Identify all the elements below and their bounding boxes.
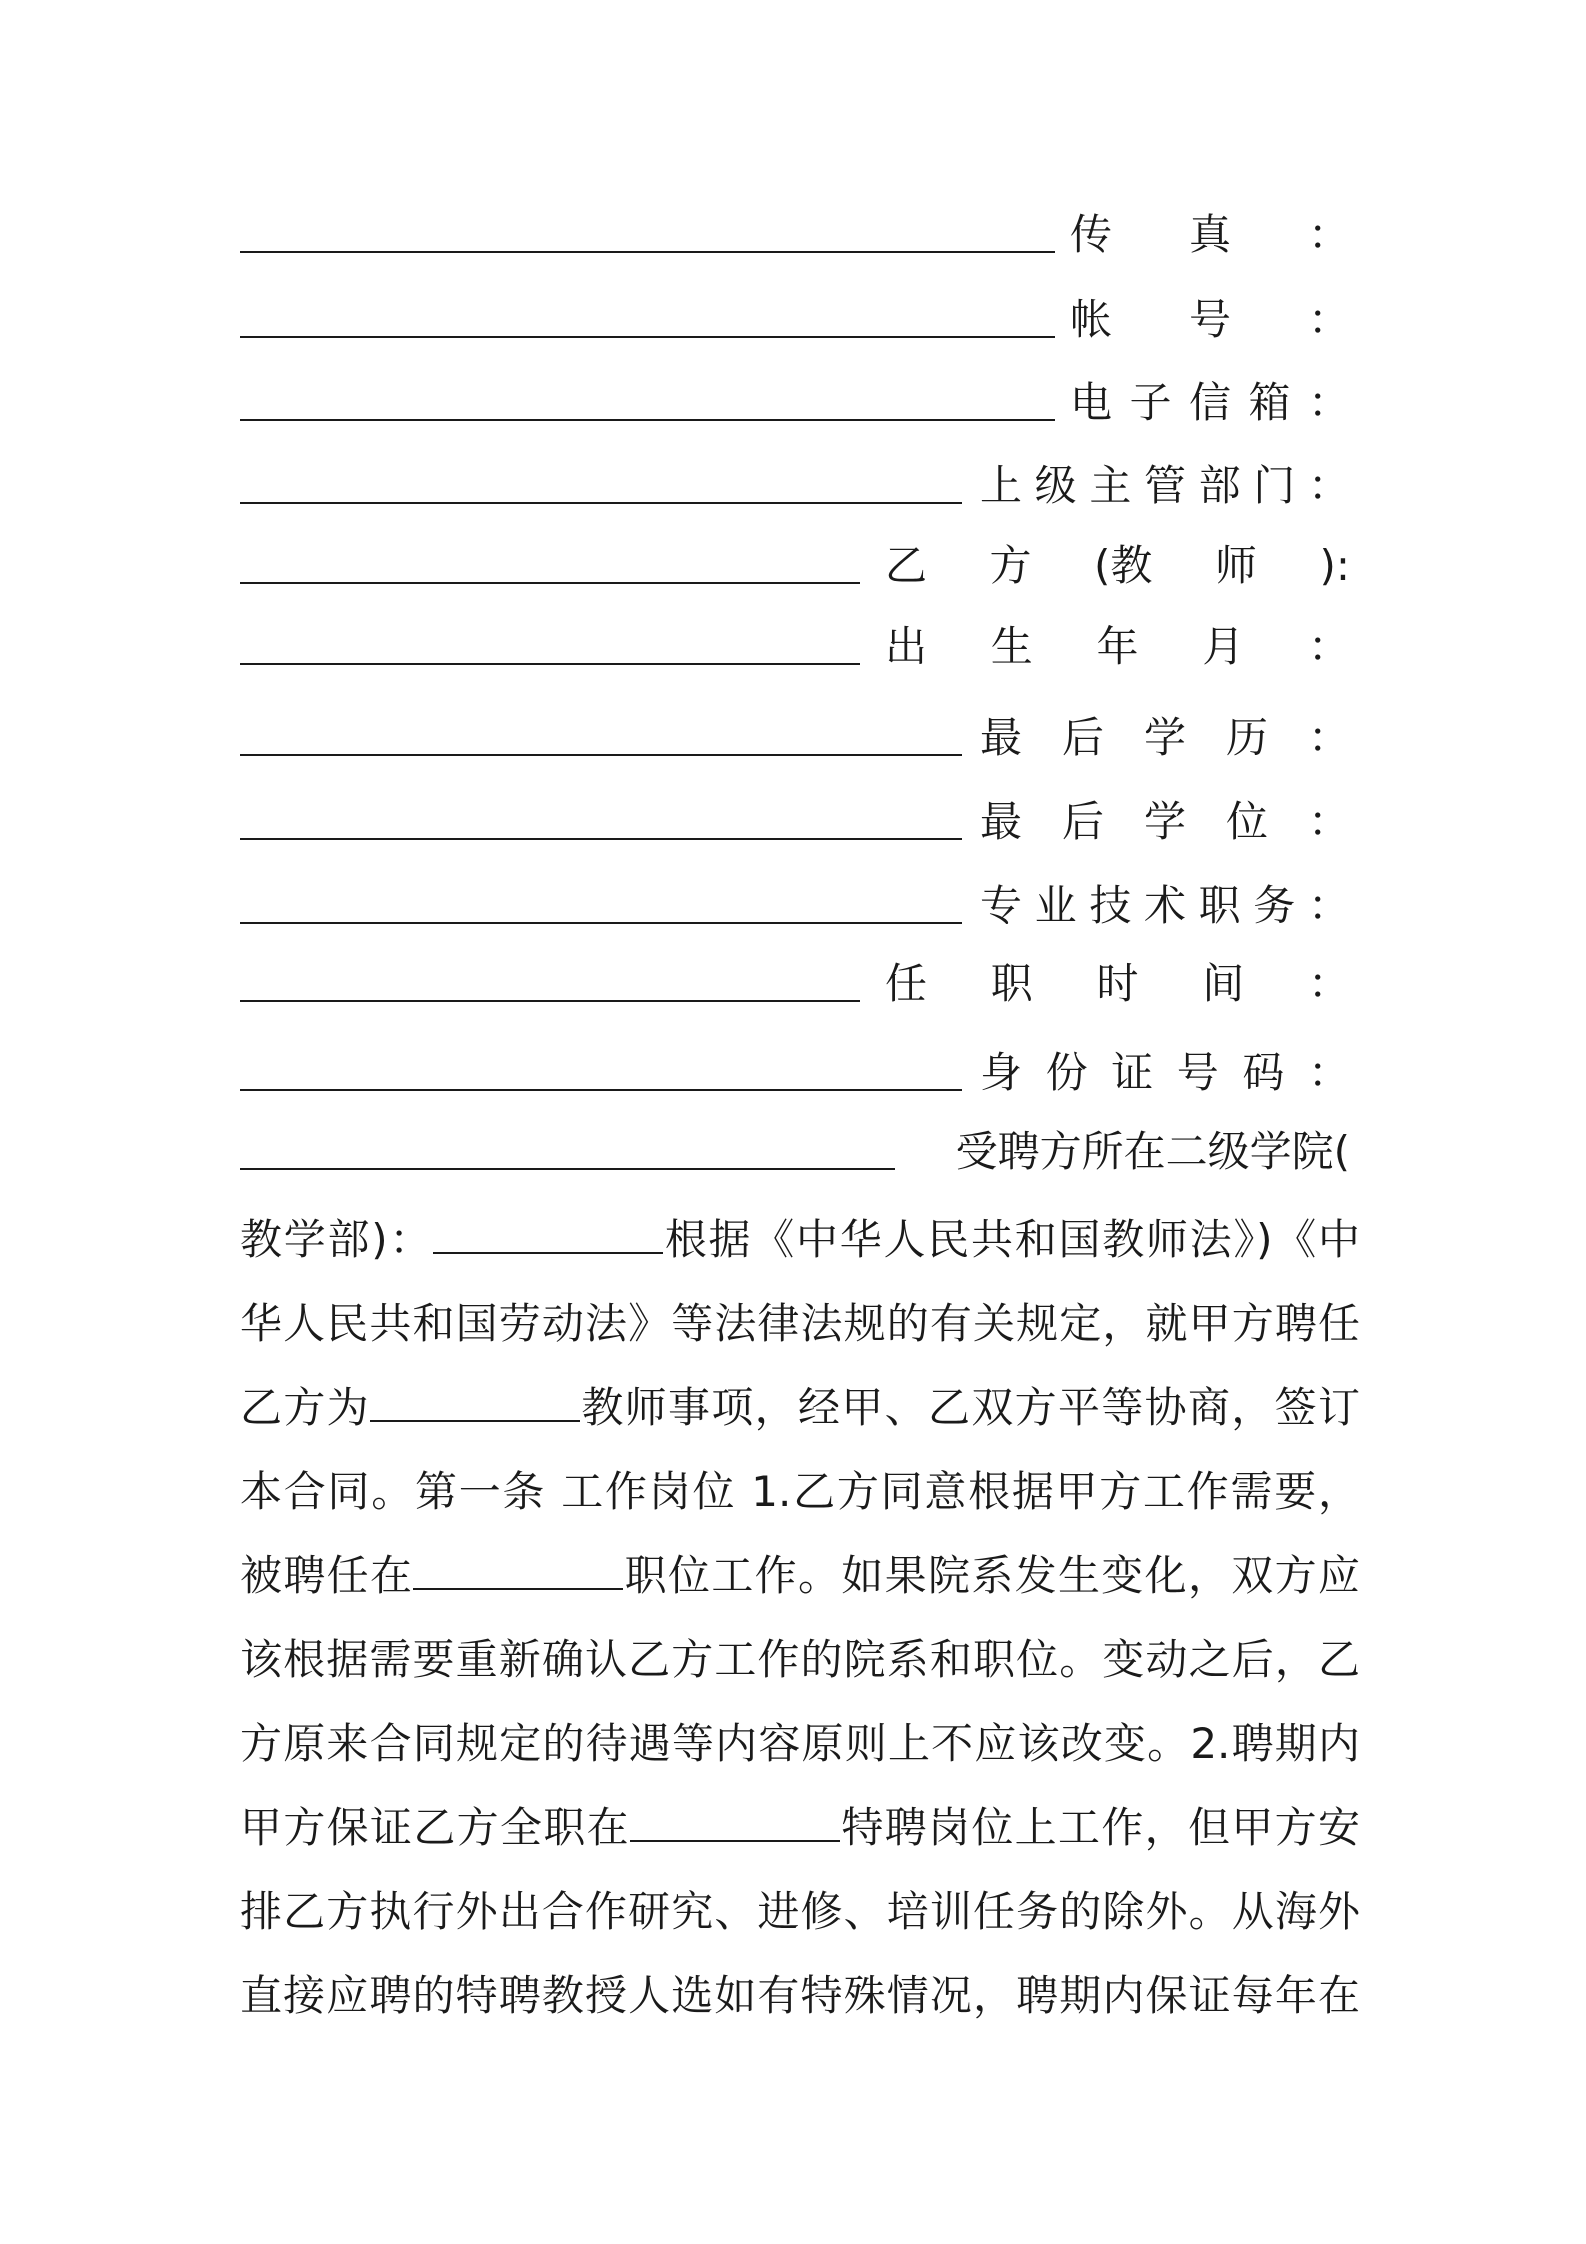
label-char: 份 bbox=[1045, 1048, 1088, 1097]
body-line: 华人民共和国劳动法》等法律法规的有关规定，就甲方聘任 bbox=[240, 1299, 1360, 1348]
body-line bbox=[240, 1366, 1360, 1450]
label-char: 号 bbox=[1176, 1048, 1219, 1097]
label-char: 任 bbox=[885, 959, 928, 1008]
label-char: 年 bbox=[1096, 622, 1139, 671]
label-char: ： bbox=[1307, 881, 1350, 930]
body-text-segment: 教师事项，经甲、乙双方平等协商，签订 bbox=[580, 1383, 1360, 1432]
form-row-account bbox=[240, 290, 1350, 350]
party-b-blank[interactable] bbox=[240, 580, 860, 584]
contract-body bbox=[240, 1198, 1360, 2038]
label-char: 师 bbox=[1214, 541, 1257, 590]
email-blank[interactable] bbox=[240, 417, 1055, 421]
label-char: 学 bbox=[1143, 797, 1186, 846]
id-number-blank[interactable] bbox=[240, 1087, 962, 1091]
label-char: 上 bbox=[980, 461, 1023, 510]
label-char: 门 bbox=[1253, 461, 1296, 510]
education-label bbox=[980, 708, 1350, 768]
label-char: 生 bbox=[990, 622, 1033, 671]
appointment-time-blank[interactable] bbox=[240, 998, 860, 1002]
label-char: 最 bbox=[980, 797, 1023, 846]
body-text-segment: 甲方保证乙方全职在 bbox=[240, 1803, 630, 1852]
label-char: 子 bbox=[1129, 378, 1172, 427]
form-row-appointment-time bbox=[240, 954, 1350, 1014]
body-line: 排乙方执行外出合作研究、进修、培训任务的除外。从海外 bbox=[240, 1887, 1360, 1936]
label-char: 技 bbox=[1089, 881, 1132, 930]
form-row-fax bbox=[240, 205, 1350, 265]
label-char: 箱 bbox=[1248, 378, 1291, 427]
fax-label bbox=[1070, 205, 1350, 265]
appointment-time-label bbox=[885, 954, 1350, 1014]
label-char: 学 bbox=[1143, 713, 1186, 762]
form-row-email bbox=[240, 373, 1350, 433]
email-label bbox=[1070, 373, 1350, 433]
label-char: 业 bbox=[1034, 881, 1077, 930]
party-b-label bbox=[885, 536, 1350, 596]
form-row-supervisor bbox=[240, 456, 1350, 516]
label-char: 信 bbox=[1188, 378, 1231, 427]
label-char: ): bbox=[1319, 541, 1350, 590]
label-char: ： bbox=[1307, 295, 1350, 344]
birth-blank[interactable] bbox=[240, 661, 860, 665]
birth-label bbox=[885, 617, 1350, 677]
label-char: 出 bbox=[885, 622, 928, 671]
label-char: 级 bbox=[1034, 461, 1077, 510]
body-text-segment: 根据《中华人民共和国教师法》)《中 bbox=[663, 1215, 1360, 1264]
body-text-segment: 职位工作。如果院系发生变化，双方应 bbox=[623, 1551, 1360, 1600]
label-char: 身 bbox=[980, 1048, 1023, 1097]
supervisor-label bbox=[980, 456, 1350, 516]
form-row-birth bbox=[240, 617, 1350, 677]
form-row-education bbox=[240, 708, 1350, 768]
label-char: 部 bbox=[1198, 461, 1241, 510]
label-char: (教 bbox=[1094, 541, 1153, 590]
label-char: 电 bbox=[1070, 378, 1113, 427]
label-char: ： bbox=[1307, 378, 1350, 427]
label-char: 真 bbox=[1188, 210, 1231, 259]
special-post-blank[interactable] bbox=[630, 1806, 840, 1842]
label-char: 乙 bbox=[885, 541, 928, 590]
id-number-label bbox=[980, 1043, 1350, 1103]
degree-label bbox=[980, 792, 1350, 852]
body-text-segment: 教学部)： bbox=[240, 1215, 434, 1264]
body-line bbox=[240, 1198, 1360, 1282]
label-char: 证 bbox=[1111, 1048, 1154, 1097]
form-row-college bbox=[240, 1122, 1350, 1182]
label-char: 专 bbox=[980, 881, 1023, 930]
college-blank[interactable] bbox=[240, 1166, 895, 1170]
label-char: 码 bbox=[1242, 1048, 1285, 1097]
position-blank[interactable] bbox=[413, 1554, 623, 1590]
label-char: ： bbox=[1307, 959, 1350, 1008]
label-char: 务 bbox=[1253, 881, 1296, 930]
label-char: 帐 bbox=[1070, 295, 1113, 344]
label-char: 职 bbox=[1198, 881, 1241, 930]
supervisor-blank[interactable] bbox=[240, 500, 962, 504]
label-char: ： bbox=[1307, 461, 1350, 510]
label-char: ： bbox=[1307, 210, 1350, 259]
label-char: 管 bbox=[1143, 461, 1186, 510]
form-row-id-number bbox=[240, 1043, 1350, 1103]
label-char: ： bbox=[1307, 713, 1350, 762]
account-label bbox=[1070, 290, 1350, 350]
label-char: 最 bbox=[980, 713, 1023, 762]
body-line: 直接应聘的特聘教授人选如有特殊情况，聘期内保证每年在 bbox=[240, 1971, 1360, 2020]
label-char: 后 bbox=[1061, 713, 1104, 762]
label-char: ： bbox=[1307, 797, 1350, 846]
body-line bbox=[240, 1534, 1360, 1618]
department-blank[interactable] bbox=[433, 1218, 663, 1254]
label-char: 月 bbox=[1202, 622, 1245, 671]
body-line: 方原来合同规定的待遇等内容原则上不应该改变。2.聘期内 bbox=[240, 1719, 1360, 1768]
label-char: 术 bbox=[1143, 881, 1186, 930]
degree-blank[interactable] bbox=[240, 836, 962, 840]
label-char: 时 bbox=[1096, 959, 1139, 1008]
body-line: 本合同。第一条 工作岗位 1.乙方同意根据甲方工作需要， bbox=[240, 1467, 1360, 1516]
label-char: ： bbox=[1307, 1048, 1350, 1097]
title-blank[interactable] bbox=[240, 920, 962, 924]
label-char: 位 bbox=[1225, 797, 1268, 846]
label-char: 后 bbox=[1061, 797, 1104, 846]
form-row-degree bbox=[240, 792, 1350, 852]
education-blank[interactable] bbox=[240, 752, 962, 756]
label-char: ： bbox=[1307, 622, 1350, 671]
college-label-text: 受聘方所在二级学院( bbox=[955, 1127, 1350, 1176]
form-row-party-b bbox=[240, 536, 1350, 596]
teacher-type-blank[interactable] bbox=[370, 1386, 580, 1422]
label-char: 传 bbox=[1070, 210, 1113, 259]
college-label bbox=[915, 1122, 1350, 1182]
body-text-segment: 特聘岗位上工作，但甲方安 bbox=[840, 1803, 1360, 1852]
body-line: 该根据需要重新确认乙方工作的院系和职位。变动之后，乙 bbox=[240, 1635, 1360, 1684]
fax-blank[interactable] bbox=[240, 249, 1055, 253]
body-text-segment: 被聘任在 bbox=[240, 1551, 414, 1600]
label-char: 方 bbox=[989, 541, 1032, 590]
body-text-segment: 乙方为 bbox=[240, 1383, 370, 1432]
label-char: 间 bbox=[1202, 959, 1245, 1008]
account-blank[interactable] bbox=[240, 334, 1055, 338]
body-line bbox=[240, 1786, 1360, 1870]
label-char: 历 bbox=[1225, 713, 1268, 762]
label-char: 主 bbox=[1089, 461, 1132, 510]
title-label bbox=[980, 876, 1350, 936]
label-char: 号 bbox=[1188, 295, 1231, 344]
form-row-title bbox=[240, 876, 1350, 936]
label-char: 职 bbox=[990, 959, 1033, 1008]
